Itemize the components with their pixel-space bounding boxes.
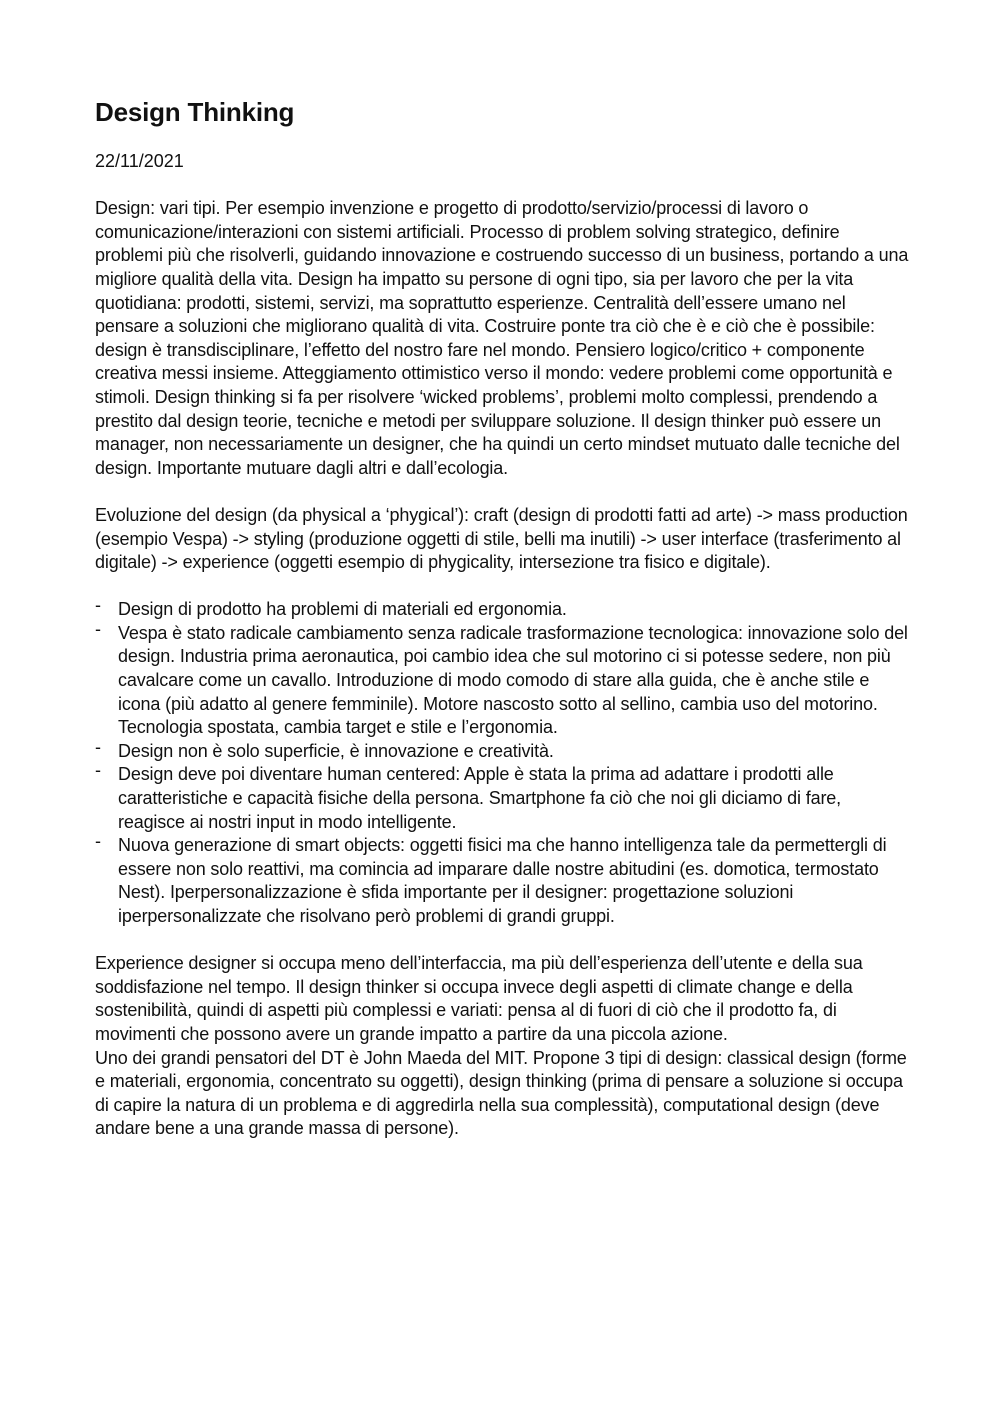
dash-bullet: -	[95, 736, 101, 757]
paragraph-evolution: Evoluzione del design (da physical a ‘phygical’): craft (design di prodotti fatti ad arte) -> mass production (esempio Vespa) -> styling (produzione oggetti di stile, belli ma inutili) -> user interface (trasferimento al digitale) -> experience (oggetti esempio di phygicality, intersezione tra fisico e digitale).	[95, 504, 908, 573]
spacer	[95, 575, 910, 599]
page-title: Design Thinking	[95, 97, 295, 127]
list-item	[95, 618, 910, 740]
dash-bullet: -	[95, 831, 101, 852]
paragraph-intro: Design: vari tipi. Per esempio invenzione e progetto di prodotto/servizio/processi di lavoro o comunicazione/interazioni con sistemi artificiali. Processo di problem solving strategico, definire problemi più che risolverli, guidando innovazione e costruendo successo di un business, portando a una migliore qualità della vita. Design ha impatto su persone di ogni tipo, sia per lavoro che per la vita quotidiana: prodotti, sistemi, servizi, ma soprattutto esperienze. Centralità dell’essere umano nel pensare a soluzioni che migliorano qualità di vita. Costruire ponte tra ciò che è e ciò che è possibile: design è transdisciplinare, l’effetto del nostro fare nel mondo. Pensiero logico/critico + componente creativa messi insieme. Atteggiamento ottimistico verso il mondo: vedere problemi come opportunità e stimoli. Design thinking si fa per risolvere ‘wicked problems’, problemi molto complessi, prendendo a prestito dal design teorie, tecniche e metodi per sviluppare soluzione. Il design thinker può essere un manager, non necessariamente un designer, che ha quindi un certo mindset mutuato dalle tecniche del design. Importante mutuare dagli altri e dall’ecologia.	[95, 198, 909, 478]
spacer	[95, 929, 910, 953]
list-item	[95, 736, 910, 764]
spacer	[95, 174, 910, 198]
list-item-text: Design deve poi diventare human centered: Apple è stata la prima ad adattare i prodotti alle caratteristiche e capacità fisiche della persona. Smartphone fa ciò che noi gli diciamo di fare, reagisce ai nostri input in modo intelligente.	[118, 764, 841, 832]
document-page	[95, 94, 910, 1141]
bullet-list	[95, 595, 910, 928]
list-item	[95, 760, 910, 834]
list-item-text: Vespa è stato radicale cambiamento senza radicale trasformazione tecnologica: innovazione solo del design. Industria prima aeronautica, poi cambio idea che sul motorino ci si potesse sedere, non più cavalcare come un cavallo. Introduzione di modo comodo di stare alla guida, che è anche stile e icona (più adatto al genere femminile). Motore nascosto sotto al sellino, cambia uso del motorino. Tecnologia spostata, cambia target e stile e l’ergonomia.	[118, 622, 908, 738]
paragraph-maeda: Uno dei grandi pensatori del DT è John Maeda del MIT. Propone 3 tipi di design: classical design (forme e materiali, ergonomia, concentrato su oggetti), design thinking (prima di pensare a soluzione si occupa di capire la natura di un problema e di aggredirla nella sua complessità), computational design (deve andare bene a una grande massa di persone).	[95, 1047, 907, 1139]
spacer	[95, 480, 910, 504]
dash-bullet: -	[95, 618, 101, 639]
list-item-text: Nuova generazione di smart objects: oggetti fisici ma che hanno intelligenza tale da permettergli di essere non solo reattivi, ma comincia ad imparare dalle nostre abitudini (es. domotica, termostato Nest). Iperpersonalizzazione è sfida importante per il designer: progettazione soluzioni iperpersonalizzate che risolvano però problemi di grandi gruppi.	[118, 835, 887, 926]
list-item	[95, 595, 910, 622]
paragraph-experience: Experience designer si occupa meno dell’interfaccia, ma più dell’esperienza dell’utente e della sua soddisfazione nel tempo. Il design thinker si occupa invece degli aspetti di climate change e della sostenibilità, quindi di aspetti più complessi e variati: pensa al di fuori di ciò che il prodotto fa, di movimenti che possono avere un grande impatto a partire da una piccola azione.	[95, 953, 863, 1044]
list-item	[95, 831, 910, 928]
dash-bullet: -	[95, 595, 101, 616]
dash-bullet: -	[95, 760, 101, 781]
document-date: 22/11/2021	[95, 151, 184, 171]
list-item-text: Design non è solo superficie, è innovazione e creatività.	[118, 740, 554, 761]
list-item-text: Design di prodotto ha problemi di materiali ed ergonomia.	[118, 599, 567, 620]
